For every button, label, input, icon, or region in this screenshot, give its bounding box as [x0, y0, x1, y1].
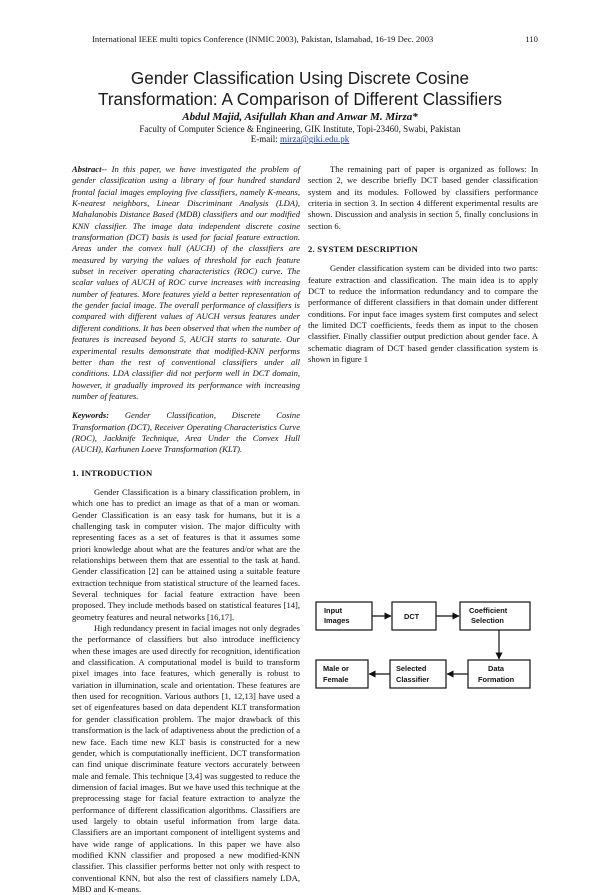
right-column — [308, 164, 538, 366]
box-dct — [392, 602, 436, 630]
running-header — [92, 34, 552, 44]
figure-1-diagram — [312, 598, 536, 698]
box-coefficient-selection — [460, 602, 530, 630]
box-coeff-label-2: Selection — [471, 616, 504, 625]
box-input-images — [316, 602, 372, 630]
email-line — [60, 134, 540, 144]
abstract-text: In this paper, we have investigated the problem of gender classification using a library of four hundred standard frontal facial images employing five classifiers, namely K-means, K-nearest neighbors, Linear Discriminant Analysis (LDA), Mahalanobis Distance Based (MDB) classifiers and our modified KNN classifier. The image data independent discrete cosine transformation (DCT) basis is used for facial feature extraction. Areas under the convex hull (AUCH) of the classifiers are measured by varying the values of threshold for each feature subset in receiver operating characteristics (ROC) curve. The scalar values of AUCH of ROC curve increases with increasing number of features. More features yield a better representation of the gender facial image. The overall performance of classifiers is compared with different values of AUCH versus features under different conditions. It has been observed that when the number of features is increased beyond 5, AUCH starts to saturate. Our experimental results demonstrate that modified-KNN performs better than the rest of conventional classifiers under all conditions. LDA classifier did not perform well in DCT domain, however, it gradually improved its performance with increasing number of features. — [72, 164, 300, 401]
intro-paragraph-2: High redundancy present in facial images not only degrades the performance of classifiers but also introduce inefficiency when these images are used directly for recognition, identification and classification. A computational model is build to transform pixel images into face features, which generally is robust to variation in illumination, scale and orientation. These features are then used for recognition. Various authors [1, 12,13] have used a set of eigenfeatures based on data dependent KLT transformation for gender classification problem. The major drawback of this transformation is the lack of adaptiveness about the prediction of a new face. Each time new KLT basis is constructed for a new gender, which is computationally inefficient. DCT transformation can find unique discriminate feature vectors accurately between male and female. This technique [3,4] was suggested to reduce the dimension of facial images. But we have used this technique at the preprocessing stage for facial feature extraction to analyze the performance of different classification algorithms. Classifiers are used largely to obtain useful information from large data. Classifiers are an important component of intelligent systems and have wide range of applications. In this paper we have also modified KNN classifier and proposed a new modified-KNN classifier. This classifier performs better not only with respect to conventional KNN, but also the rest of classifiers namely LDA, MBD and K-means. — [72, 623, 300, 894]
title-line-2: Transformation: A Comparison of Different Classifiers — [97, 89, 503, 109]
box-output-label-1: Male or — [323, 664, 349, 673]
box-data-label-1: Data — [488, 664, 505, 673]
section-2-heading: 2. SYSTEM DESCRIPTION — [308, 244, 418, 255]
box-male-or-female — [316, 660, 368, 688]
left-column — [72, 164, 300, 895]
affiliation: Faculty of Computer Science & Engineering, GIK Institute, Topi-23460, Swabi, Pakistan — [139, 124, 461, 134]
system-paragraph-1: Gender classification system can be divided into two parts: feature extraction and classification. The main idea is to apply DCT to reduce the information redundancy and to compare the performance of different classifiers in that domain under different conditions. For input face images system first computes and select the limited DCT coefficients, feeds them as input to the chosen classifier. Finally classifier output prediction about gender face. A schematic diagram of DCT based gender classification system is shown in figure 1 — [308, 263, 538, 365]
box-input-label-2: Images — [324, 616, 350, 625]
conference-line: International IEEE multi topics Conference (INMIC 2003), Pakistan, Islamabad, 16-19 Dec. 2003 — [92, 34, 434, 44]
page-number: 110 — [525, 34, 538, 44]
keywords-label: Keywords: — [72, 410, 110, 421]
paper-title — [60, 68, 540, 110]
authors: Abdul Majid, Asifullah Khan and Anwar M. Mirza* — [182, 111, 418, 123]
box-data-formation — [468, 660, 530, 688]
box-selected-classifier — [390, 660, 446, 688]
email-link[interactable]: mirza@giki.edu.pk — [279, 134, 350, 144]
abstract — [72, 164, 300, 402]
email-label: E-mail: — [250, 134, 278, 144]
box-classifier-label-1: Selected — [396, 664, 427, 673]
title-line-1: Gender Classification Using Discrete Cosine — [130, 68, 470, 88]
abstract-label: Abstract-- — [72, 164, 108, 174]
box-classifier-label-2: Classifier — [396, 675, 430, 684]
box-coeff-label-1: Coefficient — [469, 606, 508, 615]
box-input-label-1: Input — [324, 606, 343, 615]
box-output-label-2: Female — [323, 675, 349, 684]
keywords — [72, 410, 300, 455]
box-dct-label: DCT — [404, 612, 420, 621]
box-data-label-2: Formation — [478, 675, 515, 684]
intro-paragraph-3: The remaining part of paper is organized as follows: In section 2, we describe briefly DCT based gender classification system and its modules. Followed by classifiers performance criteria in section 3. In section 4 different experimental results are shown. Discussion and analysis in section 5, finally conclusions in section 6. — [308, 164, 538, 231]
section-1-heading: 1. INTRODUCTION — [72, 467, 153, 478]
intro-paragraph-1: Gender Classification is a binary classification problem, in which one has to predict an image as that of a man or woman. Gender Classification is an easy task for humans, but it is a challenging task in computer vision. The major difficulty with representing faces as a set of features is that it assumes some priori knowledge about what are the features and/or what are the relationships between them that are essential to the task at hand. Gender classification [2] can be attained using a suitable feature extraction technique from statistical structure of the learned faces. Several techniques for facial feature extraction have been proposed. They include methods based on statistical features [14], geometry features and neural networks [16,17]. — [72, 486, 300, 622]
keywords-text: Gender Classification, Discrete Cosine Transformation (DCT), Receiver Operating Characteristics Curve (ROC), Jackknife Technique, Area Under the Convex Hull (AUCH), Karhunen Loeve Transformation (KLT). — [72, 410, 300, 455]
